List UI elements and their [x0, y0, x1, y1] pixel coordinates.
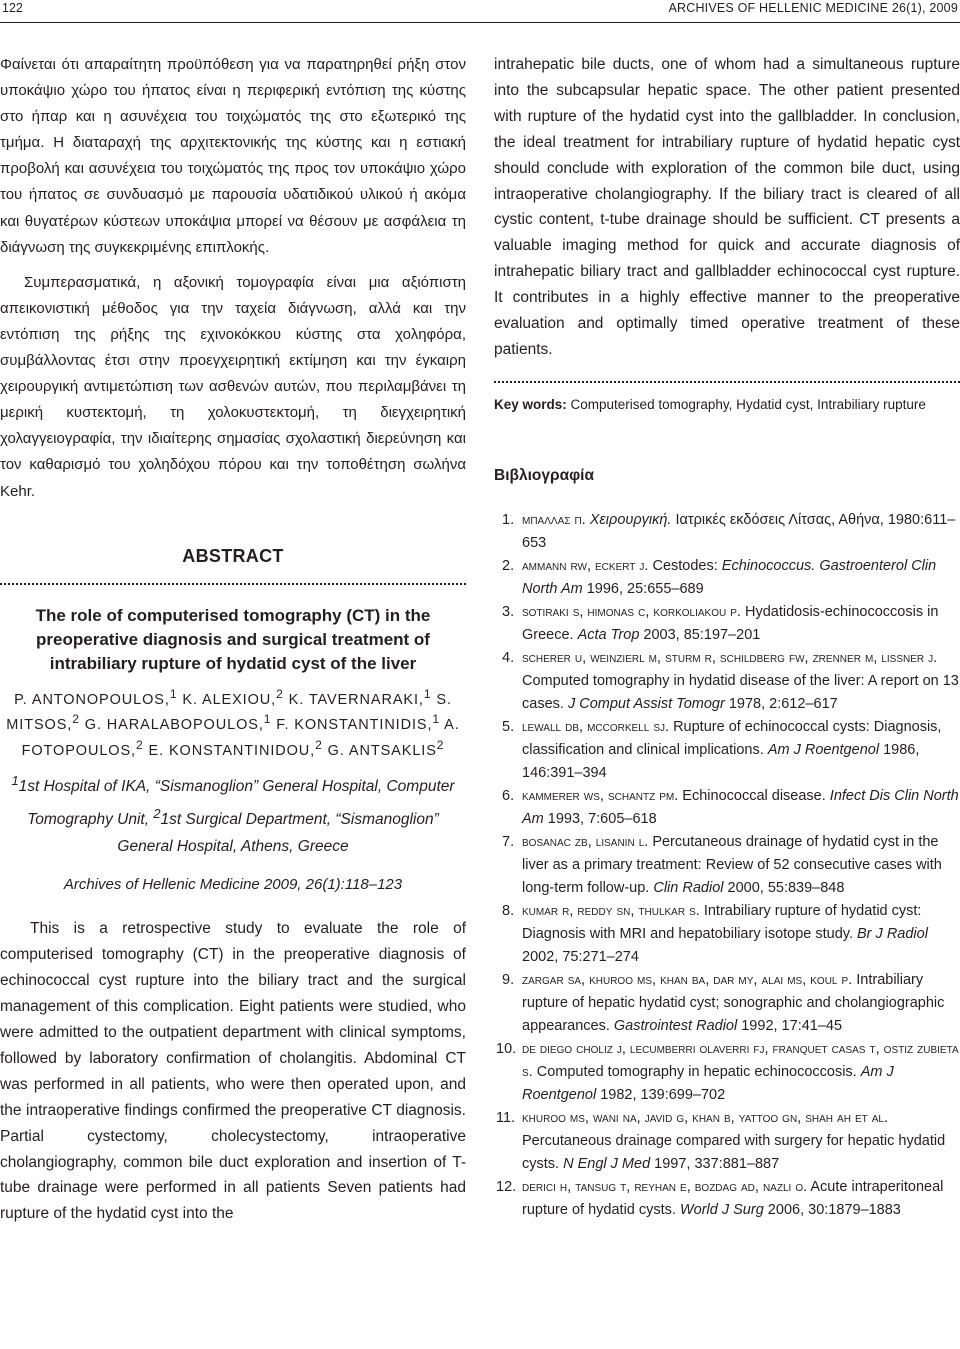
keywords-label: Key words: [494, 396, 567, 412]
reference-item: 7. bosanac zb, lisanin l. Percutaneous drainage of hydatid cyst in the liver as a primary treatment: Review of 52 consecutive cases with long-term follow-up. Clin Radiol 2000, 55:839–848 [502, 833, 942, 896]
journal-citation: Archives of Hellenic Medicine 2009, 26(1):118–123 [63, 876, 403, 894]
reference-item: 8. kumar r, reddy sn, thulkar s. Intrabiliary rupture of hydatid cyst: Diagnosis with MRI and hepatobiliary isotope study. Br J Radiol 2002, 75:271–274 [502, 902, 928, 965]
greek-discussion [0, 52, 466, 505]
page-number: 122 [2, 1, 23, 15]
dotted-divider [494, 381, 960, 383]
reference-item: 10. de diego choliz j, lecumberri olaverri fj, franquet casas t, ostiz zubieta s. Computed tomography in hepatic echinococcosis. Am J Roentgenol 1982, 139:699–702 [496, 1040, 959, 1103]
reference-item: 11. khuroo ms, wani na, javid g, khan b, yattoo gn, shah ah et al. Percutaneous drainage compared with surgery for hepatic hydatid cysts. N Engl J Med 1997, 337:881–887 [496, 1109, 946, 1172]
reference-item: 2. ammann rw, eckert j. Cestodes: Echinococcus. Gastroenterol Clin North Am 1996, 25:655–689 [502, 557, 937, 597]
left-column [0, 52, 466, 1227]
abstract-body-continued [494, 52, 960, 363]
reference-list [494, 509, 960, 1222]
dotted-divider [0, 583, 466, 585]
abstract-paragraph-continued: intrahepatic bile ducts, one of whom had a simultaneous rupture into the subcapsular hepatic space. The other patient presented with rupture of the hydatid cyst into the gallbladder. In conclusion, the ideal treatment for intrabiliary rupture of hydatid hepatic cyst should conclude with exploration of the common bile duct, using intraoperative cholangiography. If the biliary tract is cleared of all cystic content, t-tube drainage should be sufficient. CT presents a valuable imaging method for quick and accurate diagnosis of intrahepatic biliary tract and gallbladder echinococcal cyst rupture. It contributes in a highly effective manner to the preoperative evaluation and optimally timed operative treatment of these patients. [494, 56, 960, 358]
greek-paragraph: Φαίνεται ότι απαραίτητη προϋπόθεση για να παρατηρηθεί ρήξη στον υποκάψιο χώρο του ήπατος είναι η περιφερική εντόπιση της κύστης στο ήπαρ και η ασυνέχεια του τοιχώματός της στο εξωτερικό της τμήμα. Η διαταραχή της αρχιτεκτονικής της κύστης και η εστιακή προβολή και ασυνέχεια του τοιχώματός της προς τον υποκάψιο χώρο του ήπατος σε συνδυασμό με παρουσία υδατιδικού υλικού ή ακόμα και θυγατέρων κύστεων υποκάψια μπορεί να θέσουν με ασφάλεια τη διάγνωση της συγκεκριμένης επιπλοκής. [0, 56, 466, 256]
reference-item: 3. sotiraki s, himonas c, korkoliakou p. Hydatidosis-echinococcosis in Greece. Acta Trop 2003, 85:197–201 [502, 603, 939, 643]
right-column [494, 52, 960, 1222]
author-affiliation: $^1$1st Hospital of IKA, “Sismanoglion” General Hospital, Computer Tomography Unit, $^2$1st Surgical Department, “Sismanoglion” General Hospital, Athens, Greece [11, 773, 455, 856]
references-heading: Βιβλιογραφία [494, 466, 595, 484]
abstract-title: The role of computerised tomography (CT) in the preoperative diagnosis and surgical treatment of intrabiliary rupture of hydatid cyst of the liver [35, 605, 431, 673]
keywords-text: Computerised tomography, Hydatid cyst, Intrabiliary rupture [566, 396, 926, 412]
abstract-paragraph: This is a retrospective study to evaluate the role of computerised tomography (CT) in the preoperative diagnosis of echinococcal cyst rupture into the biliary tract and the surgical management of this complication. Eight patients were studied, who were admitted to the outpatient department with clinical symptoms, followed by laboratory confirmation of cholangitis. Abdominal CT was performed in all patients, who were then operated upon, and the intraoperative findings confirmed the preoperative CT diagnosis. Partial cystectomy, cholecystectomy, intraoperative cholangiography, common bile duct exploration and insertion of T-tube drainage were performed in all patients Seven patients had rupture of the hydatid cyst into the [0, 920, 466, 1223]
reference-item: 1. μπαλλας π. Χειρουργική. Ιατρικές εκδόσεις Λίτσας, Αθήνα, 1980:611–653 [502, 511, 956, 551]
abstract-heading: ABSTRACT [182, 545, 284, 566]
reference-item: 12. derici h, tansug t, reyhan e, bozdag ad, nazli o. Acute intraperitoneal rupture of hydatid cysts. World J Surg 2006, 30:1879–1883 [496, 1178, 944, 1218]
abstract-body [0, 916, 466, 1227]
greek-paragraph: Συμπερασματικά, η αξονική τομογραφία είναι μια αξιόπιστη απεικονιστική μέθοδος για την ταχεία διάγνωση, αλλά και την εντόπιση της ρήξης της εχινοκόκκου κύστης στα χοληφόρα, συμβάλλοντας έτσι στην προεγχειρητική εκτίμηση και την έγκαιρη χειρουργική αντιμετώπιση των ασθενών αυτών, που περιλαμβάνει τη μερική κυστεκτομή, τη χολοκυστεκτομή, τη διεγχειρητική χολαγγειογραφία, την ιδιαίτερης σημασίας σχολαστική διερεύνηση και τον καθαρισμό του χοληδόχου πόρου και την τοποθέτηση σωλήνα Kehr. [0, 273, 466, 500]
journal-running-title: ARCHIVES OF HELLENIC MEDICINE 26(1), 2009 [668, 1, 958, 15]
author-list: P. ANTONOPOULOS,$^1$ K. ALEXIOU,$^2$ K. TAVERNARAKI,$^1$ S. MITSOS,$^2$ G. HARALABOPOULOS,$^1$ F. KONSTANTINIDIS,$^1$ A. FOTOPOULOS,$^2$ E. KONSTANTINIDOU,$^2$ G. ANTSAKLIS$^2$ [6, 686, 460, 760]
reference-item: 4. scherer u, weinzierl m, sturm r, schildberg fw, zrenner m, lissner j. Computed tomography in hydatid disease of the liver: A report on 13 cases. J Comput Assist Tomogr 1978, 2:612–617 [502, 649, 959, 712]
reference-item: 6. kammerer ws, schantz pm. Echinococcal disease. Infect Dis Clin North Am 1993, 7:605–618 [502, 787, 959, 827]
keywords [494, 395, 960, 415]
running-head [0, 0, 960, 23]
reference-item: 5. lewall db, mccorkell sj. Rupture of echinococcal cysts: Diagnosis, classification and clinical implications. Am J Roentgenol 1986, 146:391–394 [502, 718, 942, 781]
reference-item: 9. zargar sa, khuroo ms, khan ba, dar my, alai ms, koul p. Intrabiliary rupture of hepatic hydatid cyst; sonographic and cholangiographic appearances. Gastrointest Radiol 1992, 17:41–45 [502, 971, 945, 1034]
